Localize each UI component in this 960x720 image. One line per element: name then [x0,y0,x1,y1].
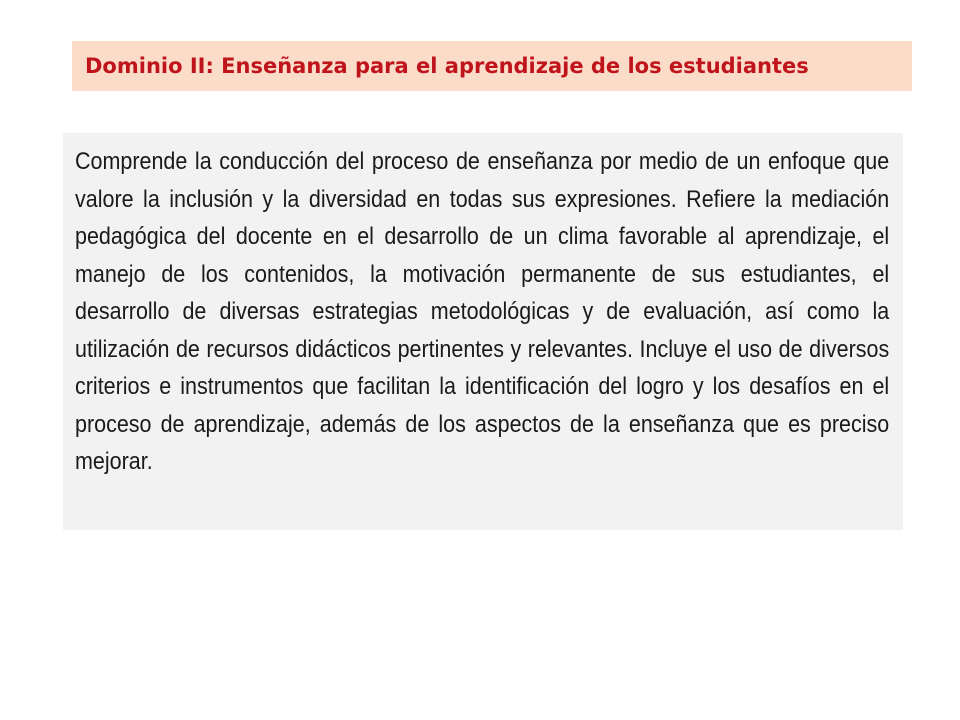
slide-title: Dominio II: Enseñanza para el aprendizaje de los estudiantes [85,54,809,78]
title-banner [72,41,912,91]
body-text-box [63,133,903,530]
body-paragraph: Comprende la conducción del proceso de enseñanza por medio de un enfoque que valore la inclusión y la diversidad en todas sus expresiones. Refiere la mediación pedagógica del docente en el desarrollo de un clima favorable al aprendizaje, el manejo de los contenidos, la motivación permanente de sus estudiantes, el desarrollo de diversas estrategias metodológicas y de evaluación, así como la utilización de recursos didácticos pertinentes y relevantes. Incluye el uso de diversos criterios e instrumentos que facilitan la identificación del logro y los desafíos en el proceso de aprendizaje, además de los aspectos de la enseñanza que es preciso mejorar. [75,148,890,475]
